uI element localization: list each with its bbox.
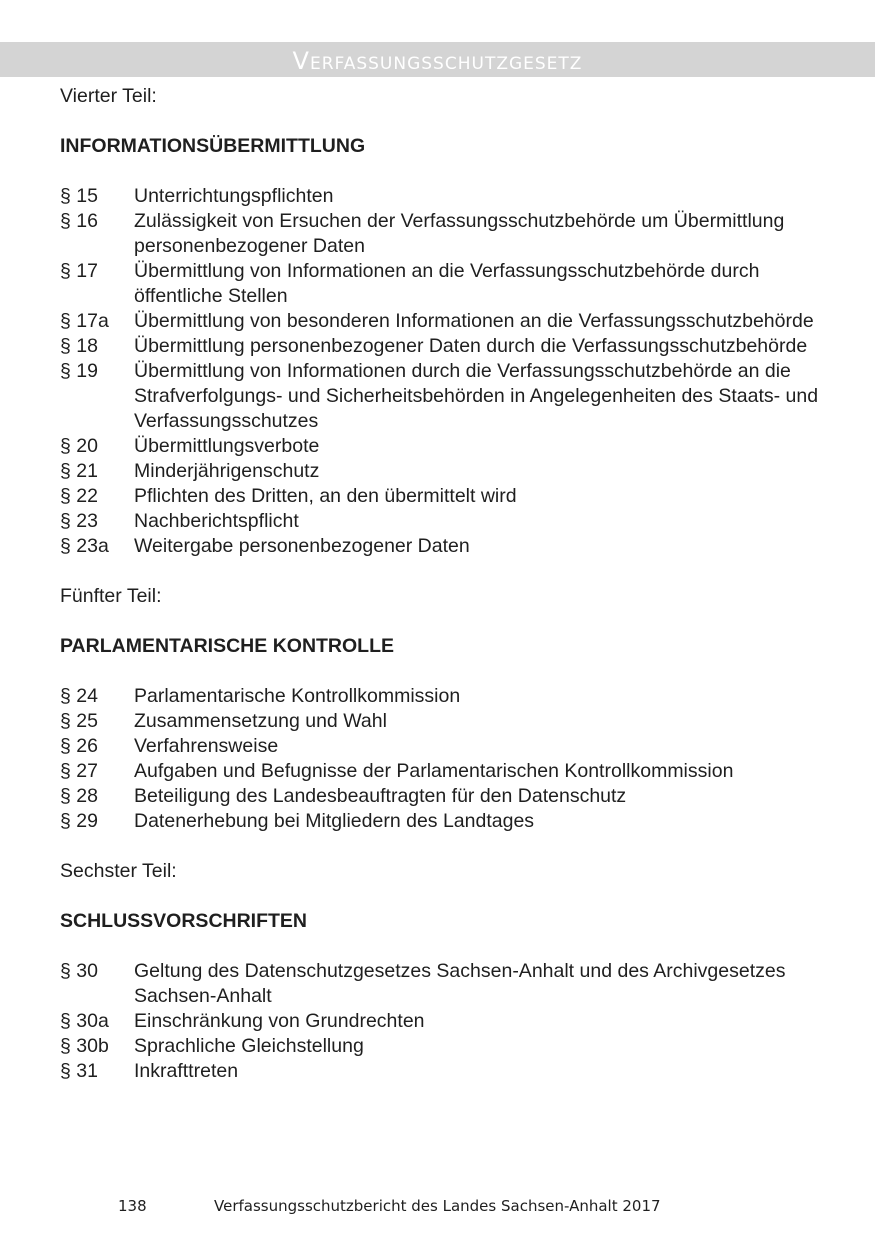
section-number: § 25: [60, 710, 98, 732]
section-title: Parlamentarische Kontrollkommission: [134, 685, 461, 707]
section-number: § 20: [60, 435, 98, 457]
section-number: § 30b: [60, 1035, 109, 1057]
toc-entry: [60, 334, 820, 359]
toc-entry: [60, 684, 820, 709]
section-number: § 30a: [60, 1010, 109, 1032]
section-number: § 30: [60, 960, 98, 982]
section-title: Übermittlungsverbote: [134, 435, 320, 457]
section-title: Verfahrensweise: [134, 735, 279, 757]
section-title: Einschränkung von Grundrechten: [134, 1010, 425, 1032]
running-header: [0, 42, 875, 77]
toc-entry: [60, 484, 820, 509]
toc-entry: [60, 809, 820, 834]
section-title: Weitergabe personenbezogener Daten: [134, 535, 470, 557]
section-title: Beteiligung des Landesbeauftragten für den Datenschutz: [134, 785, 627, 807]
section-title: Aufgaben und Befugnisse der Parlamentarischen Kontrollkommission: [134, 760, 734, 782]
section-number: § 27: [60, 760, 98, 782]
part-label: Vierter Teil:: [60, 85, 157, 107]
part-heading: SCHLUSSVORSCHRIFTEN: [60, 910, 308, 932]
section-number: § 29: [60, 810, 98, 832]
running-header-title: Verfassungsschutzgesetz: [292, 46, 583, 75]
section-title: Übermittlung personenbezogener Daten durch die Verfassungsschutzbehörde: [134, 335, 808, 357]
toc-entry: [60, 959, 820, 1009]
section-number: § 23: [60, 510, 98, 532]
part-heading: PARLAMENTARISCHE KONTROLLE: [60, 635, 395, 657]
section-title: Pflichten des Dritten, an den übermittelt wird: [134, 485, 517, 507]
toc-entry: [60, 709, 820, 734]
section-title: Unterrichtungspflichten: [134, 185, 334, 207]
section-number: § 17: [60, 260, 98, 282]
part-6-section: [60, 859, 820, 1084]
section-number: § 19: [60, 360, 98, 382]
toc-entry: [60, 209, 820, 259]
part-5-section: [60, 584, 820, 834]
section-number: § 28: [60, 785, 98, 807]
section-number: § 17a: [60, 310, 109, 332]
toc-entry: [60, 734, 820, 759]
section-number: § 23a: [60, 535, 109, 557]
toc-entry: [60, 459, 820, 484]
section-number: § 21: [60, 460, 98, 482]
table-of-contents: [60, 84, 820, 1109]
section-title: Zulässigkeit von Ersuchen der Verfassungsschutzbehörde um Übermittlung personenbezogener Daten: [134, 210, 785, 257]
section-number: § 18: [60, 335, 98, 357]
toc-entry: [60, 309, 820, 334]
toc-entry: [60, 1034, 820, 1059]
toc-entry: [60, 759, 820, 784]
section-title: Sprachliche Gleichstellung: [134, 1035, 364, 1057]
page-footer: [0, 1194, 875, 1218]
toc-entry: [60, 509, 820, 534]
part-4-section: [60, 84, 820, 559]
toc-entry: [60, 534, 820, 559]
section-title: Zusammensetzung und Wahl: [134, 710, 387, 732]
section-number: § 22: [60, 485, 98, 507]
section-title: Übermittlung von Informationen an die Verfassungsschutzbehörde durch öffentliche Stellen: [134, 260, 760, 307]
section-number: § 16: [60, 210, 98, 232]
toc-entry: [60, 434, 820, 459]
toc-list: [60, 684, 820, 834]
section-number: § 15: [60, 185, 98, 207]
section-title: Minderjährigenschutz: [134, 460, 320, 482]
section-title: Datenerhebung bei Mitgliedern des Landtages: [134, 810, 535, 832]
toc-entry: [60, 784, 820, 809]
publication-title: Verfassungsschutzbericht des Landes Sachsen-Anhalt 2017: [214, 1197, 661, 1215]
toc-entry: [60, 259, 820, 309]
toc-entry: [60, 184, 820, 209]
part-label: Fünfter Teil:: [60, 585, 162, 607]
toc-entry: [60, 359, 820, 434]
section-title: Nachberichtspflicht: [134, 510, 299, 532]
section-title: Übermittlung von Informationen durch die Verfassungsschutzbehörde an die Strafverfolgungs- und Sicherheitsbehörden in Angelegenheiten des Staats- und Verfassungsschutzes: [134, 360, 819, 432]
part-label: Sechster Teil:: [60, 860, 177, 882]
toc-list: [60, 184, 820, 559]
section-number: § 26: [60, 735, 98, 757]
page-number: 138: [118, 1197, 147, 1215]
toc-entry: [60, 1009, 820, 1034]
section-number: § 31: [60, 1060, 98, 1082]
part-heading: INFORMATIONSÜBERMITTLUNG: [60, 135, 366, 157]
section-title: Übermittlung von besonderen Informationen an die Verfassungsschutzbehörde: [134, 310, 814, 332]
section-number: § 24: [60, 685, 98, 707]
toc-entry: [60, 1059, 820, 1084]
toc-list: [60, 959, 820, 1084]
section-title: Geltung des Datenschutzgesetzes Sachsen-Anhalt und des Archivgesetzes Sachsen-Anhalt: [134, 960, 786, 1007]
section-title: Inkrafttreten: [134, 1060, 239, 1082]
